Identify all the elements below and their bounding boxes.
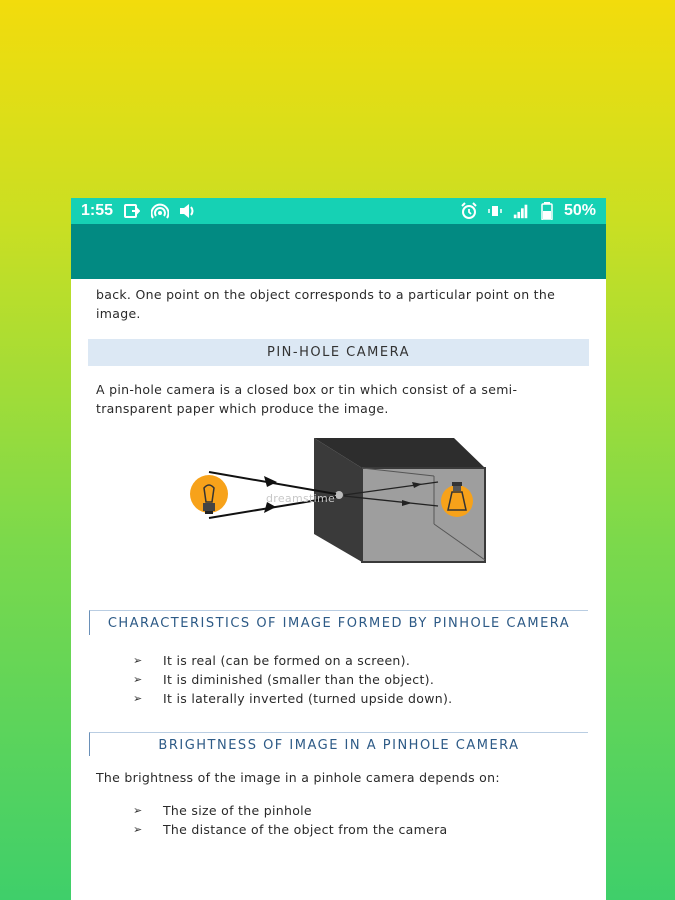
- list-item: ➢ The distance of the object from the camera: [133, 822, 448, 837]
- bullet-arrow-icon: ➢: [133, 673, 143, 686]
- pinhole-icon: [335, 491, 343, 499]
- brightness-heading: BRIGHTNESS OF IMAGE IN A PINHOLE CAMERA: [89, 732, 588, 756]
- screen-share-icon: [123, 202, 141, 220]
- pinhole-diagram: [96, 432, 588, 582]
- phone-screen: [71, 198, 606, 900]
- alarm-icon: [460, 202, 478, 220]
- section-band-title: PIN-HOLE CAMERA: [88, 339, 589, 366]
- pinhole-camera-figure: [96, 432, 588, 582]
- characteristics-heading: CHARACTERISTICS OF IMAGE FORMED BY PINHOLE CAMERA: [89, 610, 588, 635]
- volume-icon: [179, 202, 197, 220]
- list-item: ➢ It is diminished (smaller than the object).: [133, 672, 435, 687]
- brightness-factors-list: [96, 801, 588, 839]
- battery-icon: [538, 202, 556, 220]
- signal-icon: [512, 202, 530, 220]
- article-content: [71, 279, 606, 839]
- list-item: ➢ The size of the pinhole: [133, 803, 312, 818]
- hotspot-icon: [151, 202, 169, 220]
- bullet-arrow-icon: ➢: [133, 804, 143, 817]
- battery-percent: 50%: [563, 202, 596, 219]
- bullet-arrow-icon: ➢: [133, 823, 143, 836]
- bullet-arrow-icon: ➢: [133, 692, 143, 705]
- status-bar: [71, 198, 606, 224]
- object-bulb-icon: [190, 475, 228, 514]
- characteristics-list: [96, 651, 588, 708]
- camera-box-inner: [362, 468, 485, 562]
- status-time: 1:55: [81, 202, 114, 219]
- figure-watermark: dreamstime: [266, 492, 336, 505]
- app-bar: [71, 224, 606, 279]
- vibrate-icon: [486, 202, 504, 220]
- pinhole-definition: A pin-hole camera is a closed box or tin which consist of a semi-transparent paper which produce the image.: [96, 382, 518, 416]
- list-item: ➢ It is real (can be formed on a screen).: [133, 653, 411, 668]
- list-item: ➢ It is laterally inverted (turned upside down).: [133, 691, 453, 706]
- ray-arrowhead: [264, 476, 277, 487]
- brightness-intro: The brightness of the image in a pinhole camera depends on:: [96, 770, 500, 785]
- intro-paragraph: back. One point on the object corresponds to a particular point on the image.: [96, 287, 556, 321]
- bullet-arrow-icon: ➢: [133, 654, 143, 667]
